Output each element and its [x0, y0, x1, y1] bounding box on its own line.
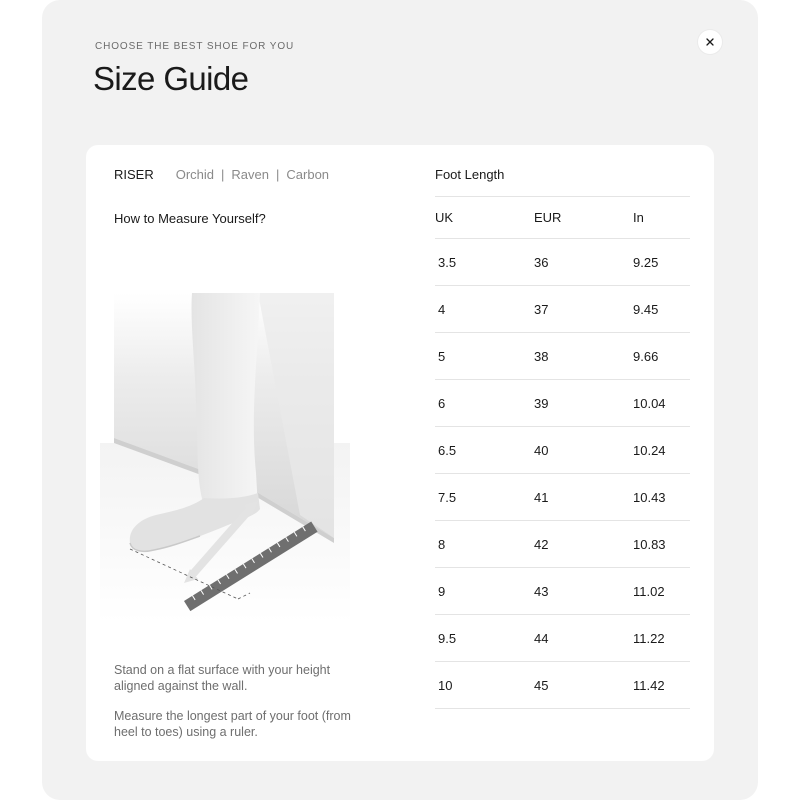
table-row: [435, 239, 690, 286]
cell-uk: 5: [438, 348, 446, 364]
cell-in: 10.24: [633, 442, 666, 458]
cell-in: 10.43: [633, 489, 666, 505]
cell-uk: 7.5: [438, 489, 457, 505]
cell-eur: 38: [534, 348, 549, 364]
cell-uk: 4: [438, 301, 446, 317]
cell-uk: 9: [438, 583, 446, 599]
cell-in: 9.25: [633, 254, 659, 270]
cell-eur: 36: [534, 254, 549, 270]
foot-measurement-illustration: [100, 293, 350, 623]
close-button[interactable]: [698, 30, 722, 54]
product-tabs: [114, 167, 329, 182]
cell-uk: 6.5: [438, 442, 457, 458]
instruction-step-1: Stand on a flat surface with your height aligned against the wall.: [114, 663, 331, 693]
cell-in: 11.22: [633, 630, 665, 646]
cell-in: 10.04: [633, 395, 666, 411]
page-title: Size Guide: [93, 60, 249, 97]
tab-separator: |: [276, 167, 280, 182]
cell-eur: 37: [534, 301, 549, 317]
measure-heading: How to Measure Yourself?: [114, 211, 266, 226]
column-header-uk: UK: [435, 210, 454, 225]
tab-raven[interactable]: Raven: [231, 167, 269, 182]
size-guide-card: [86, 145, 714, 761]
cell-eur: 41: [534, 489, 549, 505]
cell-uk: 6: [438, 395, 446, 411]
size-guide-modal: [42, 0, 758, 800]
tab-carbon[interactable]: Carbon: [286, 167, 330, 182]
size-table-header: [435, 197, 690, 239]
table-row: [435, 380, 690, 427]
table-row: [435, 286, 690, 333]
cell-uk: 9.5: [438, 630, 457, 646]
tab-orchid[interactable]: Orchid: [175, 167, 215, 182]
column-header-in: In: [633, 210, 644, 225]
cell-in: 11.42: [633, 677, 665, 693]
cell-eur: 40: [534, 442, 549, 458]
cell-eur: 44: [534, 630, 549, 646]
table-row: [435, 474, 690, 521]
table-row: [435, 521, 690, 568]
cell-in: 10.83: [633, 536, 666, 552]
tab-riser[interactable]: RISER: [114, 167, 154, 182]
cell-eur: 39: [534, 395, 549, 411]
close-icon: [706, 38, 714, 46]
size-table-title: Foot Length: [435, 167, 690, 197]
cell-eur: 42: [534, 536, 549, 552]
table-row: [435, 615, 690, 662]
table-row: [435, 427, 690, 474]
cell-in: 11.02: [633, 583, 665, 599]
measure-instructions: [114, 662, 354, 754]
table-row: [435, 333, 690, 380]
cell-uk: 3.5: [438, 254, 457, 270]
column-header-eur: EUR: [534, 210, 562, 225]
cell-in: 9.66: [633, 348, 659, 364]
cell-eur: 45: [534, 677, 549, 693]
instruction-step-2: Measure the longest part of your foot (from heel to toes) using a ruler.: [114, 709, 351, 739]
cell-uk: 8: [438, 536, 446, 552]
cell-eur: 43: [534, 583, 549, 599]
table-row: [435, 662, 690, 709]
cell-uk: 10: [438, 677, 453, 693]
tab-separator: |: [221, 167, 225, 182]
modal-eyebrow: CHOOSE THE BEST SHOE FOR YOU: [95, 41, 295, 52]
size-table: [435, 167, 690, 709]
cell-in: 9.45: [633, 301, 659, 317]
table-row: [435, 568, 690, 615]
